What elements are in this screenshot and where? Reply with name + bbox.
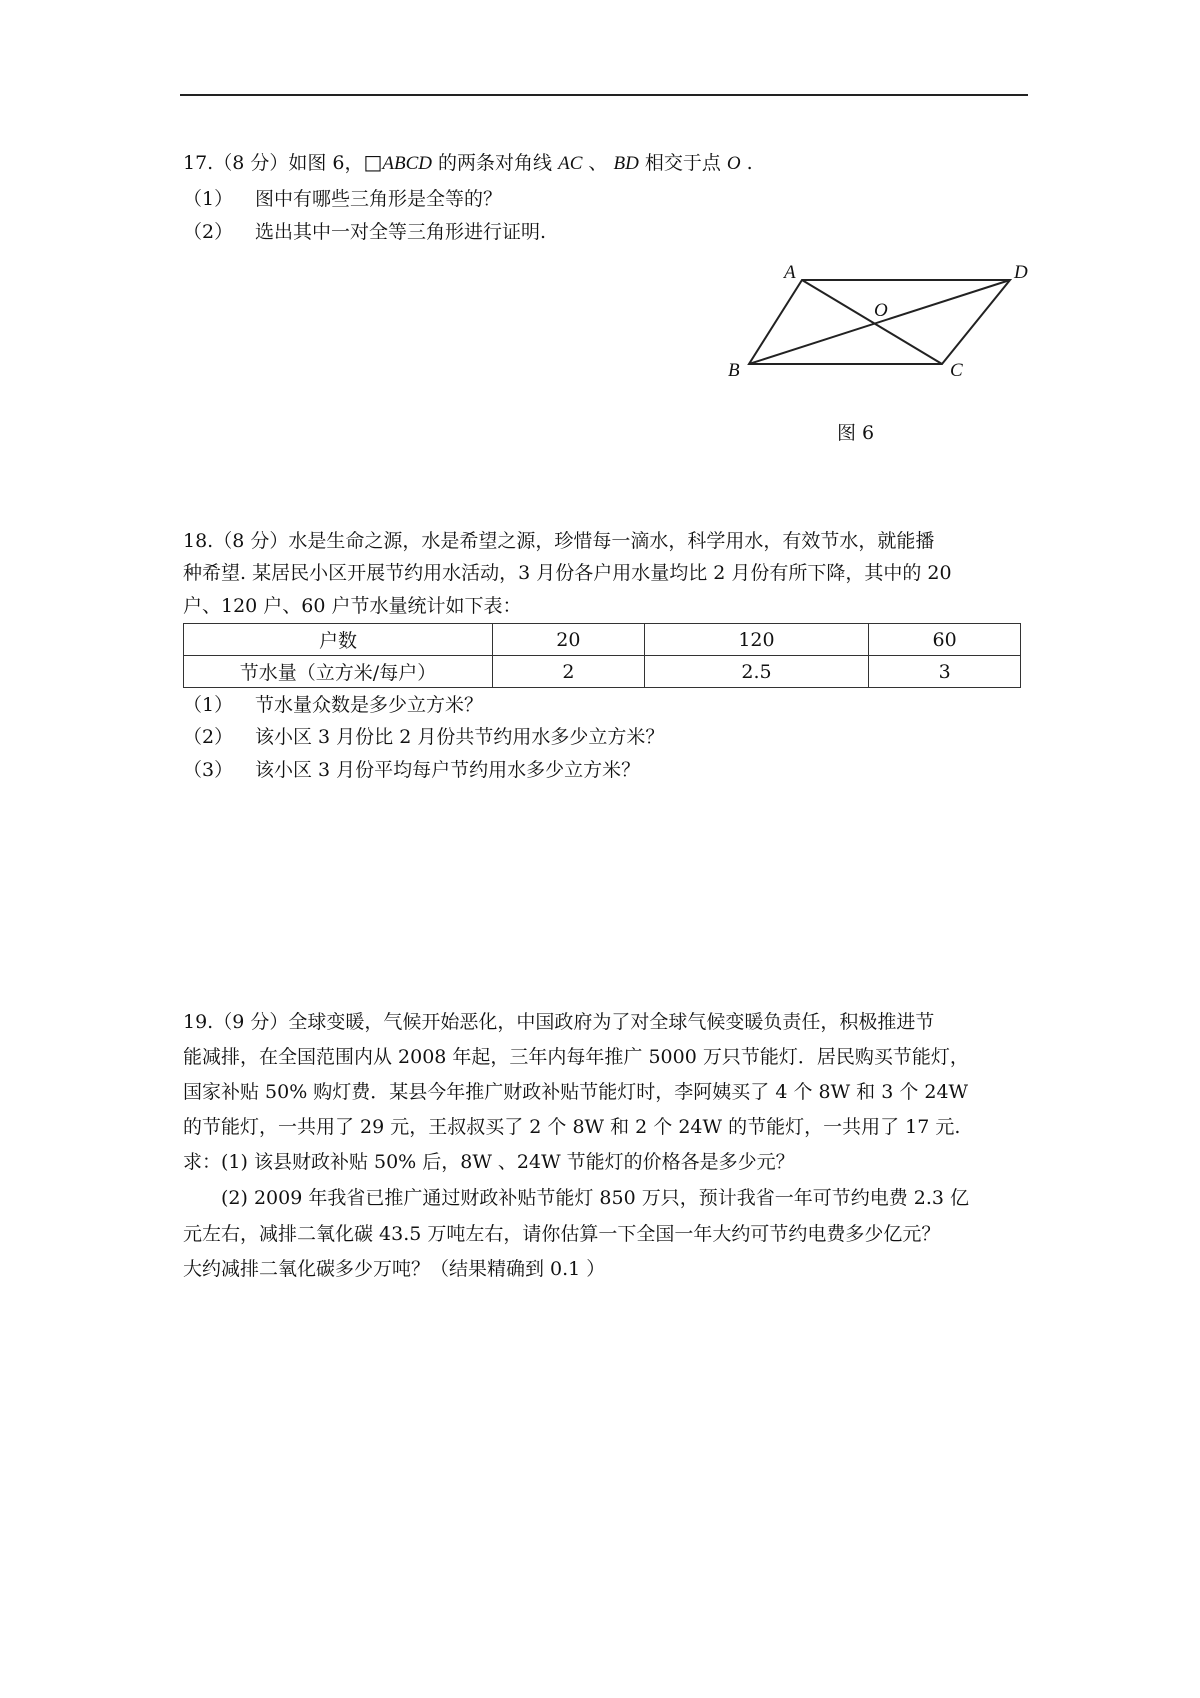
parallelogram-symbol: □ [363, 150, 383, 174]
top-rule [180, 94, 1028, 96]
diagonal-bd [749, 280, 1010, 364]
q19-line-3: 国家补贴 50% 购灯费．某县今年推广财政补贴节能灯时，李阿姨买了 4 个 8W 和 3 个 24W [183, 1081, 969, 1103]
figure-caption: 图 6 [837, 422, 875, 444]
table-cell: 120 [644, 624, 869, 656]
q19-line-7: 元左右，减排二氧化碳 43.5 万吨左右，请你估算一下全国一年大约可节约电费多少亿元？ [183, 1223, 941, 1245]
q17-item-2: （2） 选出其中一对全等三角形进行证明. [183, 221, 547, 243]
table-cell: 3 [869, 656, 1021, 688]
q19-line-6: (2) 2009 年我省已推广通过财政补贴节能灯 850 万只，预计我省一年可节约电费 2.3 亿 [183, 1187, 969, 1209]
q18-line-3: 户、120 户、60 户节水量统计如下表： [183, 595, 522, 617]
q18-item-3: （3） 该小区 3 月份平均每户节约用水多少立方米？ [183, 759, 641, 781]
table-row [184, 656, 1021, 688]
label-c: C [950, 360, 963, 381]
label-d: D [1014, 262, 1028, 283]
table-cell: 2 [493, 656, 645, 688]
table-cell: 60 [869, 624, 1021, 656]
q18-line-2: 种希望. 某居民小区开展节约用水活动，3 月份各户用水量均比 2 月份有所下降，其中的 20 [183, 562, 952, 584]
label-o: O [874, 300, 888, 321]
label-a: A [784, 262, 796, 283]
row-header-savings: 节水量（立方米/每户） [184, 656, 493, 688]
table-row [184, 624, 1021, 656]
diagonal-ac [802, 280, 942, 364]
q17-heading: 17.（8 分）如图 6，□ABCD 的两条对角线 AC 、 BD 相交于点 O . [183, 150, 753, 174]
row-header-households: 户数 [184, 624, 493, 656]
q18-item-2: （2） 该小区 3 月份比 2 月份共节约用水多少立方米？ [183, 726, 665, 748]
water-saving-table [183, 623, 1021, 688]
q19-line-1: 19.（9 分）全球变暖，气候开始恶化，中国政府为了对全球气候变暖负责任，积极推进节 [183, 1011, 935, 1033]
q18-item-1: （1） 节水量众数是多少立方米？ [183, 694, 484, 716]
label-b: B [728, 360, 740, 381]
q19-line-8: 大约减排二氧化碳多少万吨？（结果精确到 0.1 ） [183, 1258, 606, 1280]
q19-line-4: 的节能灯，一共用了 29 元，王叔叔买了 2 个 8W 和 2 个 24W 的节能灯，一共用了 17 元. [183, 1116, 961, 1138]
table-cell: 20 [493, 624, 645, 656]
q18-line-1: 18.（8 分）水是生命之源，水是希望之源，珍惜每一滴水，科学用水，有效节水，就能播 [183, 530, 935, 552]
q19-line-5: 求：(1) 该县财政补贴 50% 后，8W 、24W 节能灯的价格各是多少元？ [183, 1151, 795, 1173]
table-cell: 2.5 [644, 656, 869, 688]
parallelogram-figure [712, 258, 1032, 388]
q19-line-2: 能减排，在全国范围内从 2008 年起，三年内每年推广 5000 万只节能灯．居民购买节能灯， [183, 1046, 969, 1068]
q17-item-1: （1） 图中有哪些三角形是全等的？ [183, 188, 503, 210]
